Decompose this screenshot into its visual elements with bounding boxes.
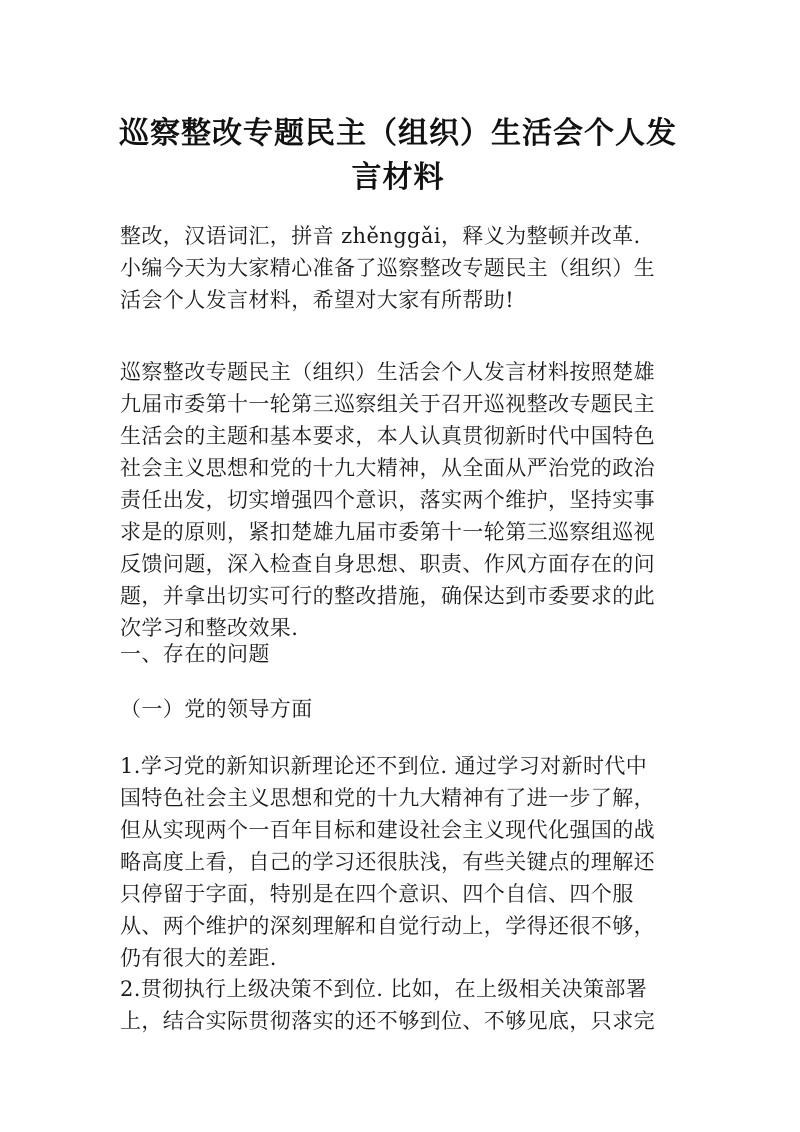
text-line: 国特色社会主义思想和党的十九大精神有了进一步了解， <box>120 786 655 810</box>
text-line: 活会个人发言材料，希望对大家有所帮助! <box>120 288 515 312</box>
text-line: 生活会的主题和基本要求，本人认真贯彻新时代中国特色 <box>120 424 655 448</box>
document-title <box>118 112 678 200</box>
text-line: 小编今天为大家精心准备了巡察整改专题民主（组织）生 <box>120 256 655 280</box>
subsection-heading <box>120 693 680 725</box>
text-line: 次学习和整改效果. <box>120 616 299 640</box>
text-line: 题，并拿出切实可行的整改措施，确保达到市委要求的此 <box>120 584 655 608</box>
heading-text: （一）党的领导方面 <box>120 697 313 721</box>
text-line: 巡察整改专题民主（组织）生活会个人发言材料按照楚雄 <box>120 360 655 384</box>
text-line: 2.贯彻执行上级决策不到位. 比如，在上级相关决策部署 <box>120 977 648 1001</box>
section-heading <box>120 638 680 670</box>
text-line: 但从实现两个一百年目标和建设社会主义现代化强国的战 <box>120 818 655 842</box>
text-line: 仍有很大的差距. <box>120 946 277 970</box>
body-paragraph <box>120 356 680 644</box>
text-line: 九届市委第十一轮第三巡察组关于召开巡视整改专题民主 <box>120 392 655 416</box>
text-line: 从、两个维护的深刻理解和自觉行动上，学得还很不够， <box>120 914 655 938</box>
text-line: 求是的原则，紧扣楚雄九届市委第十一轮第三巡察组巡视 <box>120 520 655 544</box>
title-line: 言材料 <box>351 160 445 195</box>
text-line: 1.学习党的新知识新理论还不到位. 通过学习对新时代中 <box>120 754 648 778</box>
text-line: 略高度上看，自己的学习还很肤浅，有些关键点的理解还 <box>120 850 655 874</box>
intro-paragraph <box>120 220 680 316</box>
text-line: 责任出发，切实增强四个意识，落实两个维护，坚持实事 <box>120 488 655 512</box>
title-line: 巡察整改专题民主（组织）生活会个人发 <box>119 116 677 151</box>
text-line: 反馈问题，深入检查自身思想、职责、作风方面存在的问 <box>120 552 655 576</box>
text-line: 社会主义思想和党的十九大精神，从全面从严治党的政治 <box>120 456 655 480</box>
list-item <box>120 750 680 974</box>
text-line: 整改，汉语词汇，拼音 zhěnggǎi，释义为整顿并改革. <box>120 224 641 248</box>
text-line: 上，结合实际贯彻落实的还不够到位、不够见底，只求完 <box>120 1009 655 1033</box>
list-item <box>120 973 680 1037</box>
heading-text: 一、存在的问题 <box>120 642 270 666</box>
text-line: 只停留于字面，特别是在四个意识、四个自信、四个服 <box>120 882 634 906</box>
